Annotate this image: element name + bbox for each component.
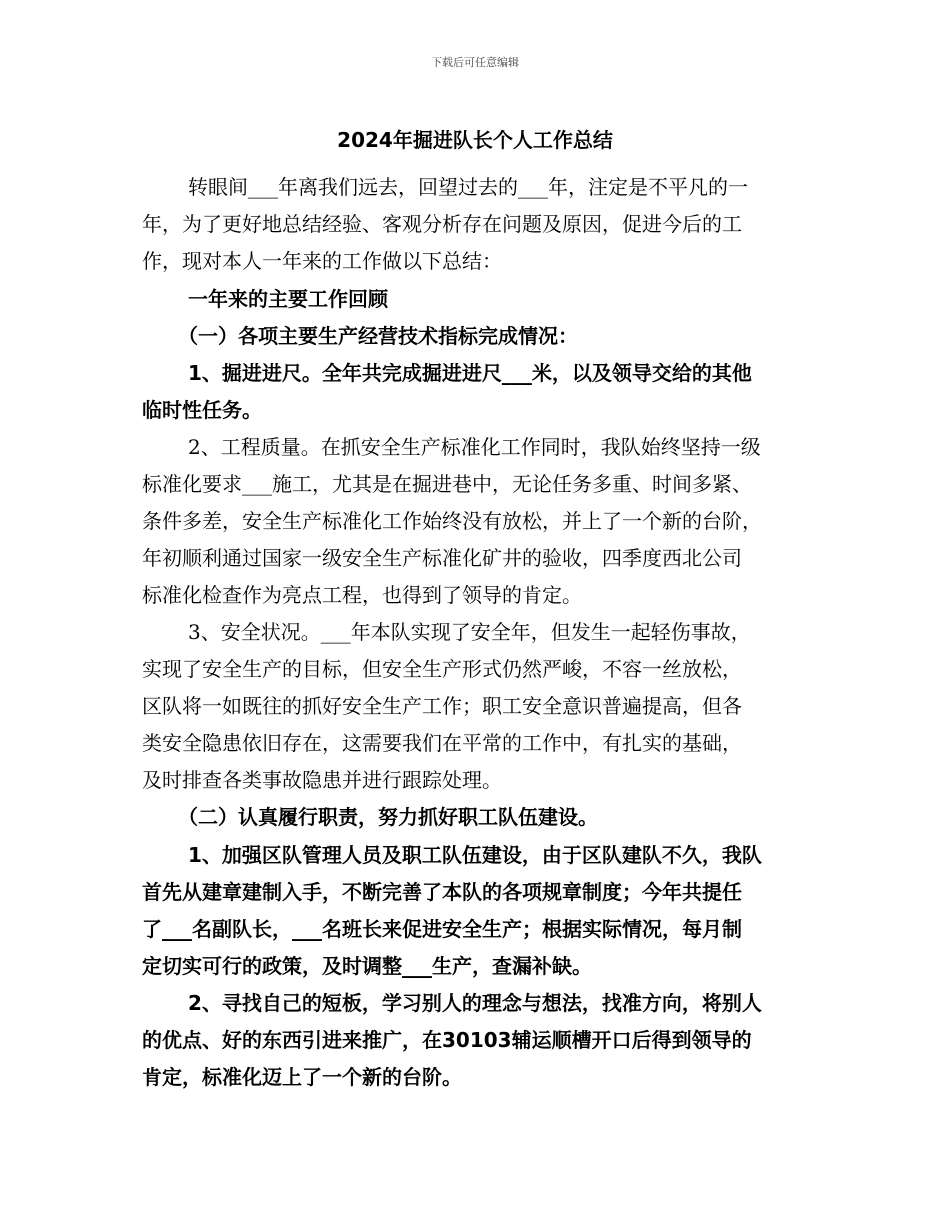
paragraph-line: 年，为了更好地总结经验、客观分析存在问题及原因，促进今后的工 (142, 212, 742, 236)
paragraph-line: 的优点、好的东西引进来推广，在30103辅运顺槽开口后得到领导的 (142, 1028, 752, 1052)
paragraph-line: 2、寻找自己的短板，学习别人的理念与想法，找准方向，将别人 (188, 991, 762, 1015)
paragraph-line: 转眼间___年离我们远去，回望过去的___年，注定是不平凡的一 (188, 175, 748, 199)
paragraph-line: 临时性任务。 (142, 398, 262, 422)
paragraph-line: 标准化要求___施工，尤其是在掘进巷中，无论任务多重、时间多紧、 (142, 472, 752, 496)
paragraph-line: 作，现对本人一年来的工作做以下总结： (142, 249, 502, 273)
paragraph-line: 区队将一如既往的抓好安全生产工作；职工安全意识普遍提高，但各 (142, 694, 742, 718)
paragraph-line: 定切实可行的政策，及时调整___生产，查漏补缺。 (142, 954, 592, 978)
paragraph-line: 标准化检查作为亮点工程，也得到了领导的肯定。 (142, 583, 582, 607)
paragraph-line: 1、掘进进尺。全年共完成掘进进尺___米，以及领导交给的其他 (188, 361, 752, 385)
paragraph-line: 及时排查各类事故隐患并进行跟踪处理。 (142, 768, 502, 792)
section-heading: 一年来的主要工作回顾 (188, 287, 388, 311)
paragraph-line: 肯定，标准化迈上了一个新的台阶。 (142, 1065, 462, 1089)
paragraph-line: 了___名副队长，___名班长来促进安全生产；根据实际情况，每月制 (142, 917, 742, 941)
paragraph-line: 实现了安全生产的目标，但安全生产形式仍然严峻，不容一丝放松， (142, 657, 742, 681)
paragraph-line: 3、安全状况。___年本队实现了安全年，但发生一起轻伤事故， (188, 620, 751, 644)
paragraph-line: 2、工程质量。在抓安全生产标准化工作同时，我队始终坚持一级 (188, 435, 761, 459)
document-title: 2024年掘进队长个人工作总结 (337, 128, 613, 152)
paragraph-line: 类安全隐患依旧存在，这需要我们在平常的工作中，有扎实的基础， (142, 731, 742, 755)
subsection-heading: （一）各项主要生产经营技术指标完成情况： (178, 324, 578, 348)
paragraph-line: 首先从建章建制入手，不断完善了本队的各项规章制度；今年共提任 (142, 880, 742, 904)
paragraph-line: 1、加强区队管理人员及职工队伍建设，由于区队建队不久，我队 (188, 843, 762, 867)
header-note: 下载后可任意编辑 (431, 56, 519, 69)
subsection-heading: （二）认真履行职责，努力抓好职工队伍建设。 (178, 805, 598, 829)
paragraph-line: 年初顺利通过国家一级安全生产标准化矿井的验收，四季度西北公司 (142, 546, 742, 570)
paragraph-line: 条件多差，安全生产标准化工作始终没有放松，并上了一个新的台阶， (142, 509, 762, 533)
